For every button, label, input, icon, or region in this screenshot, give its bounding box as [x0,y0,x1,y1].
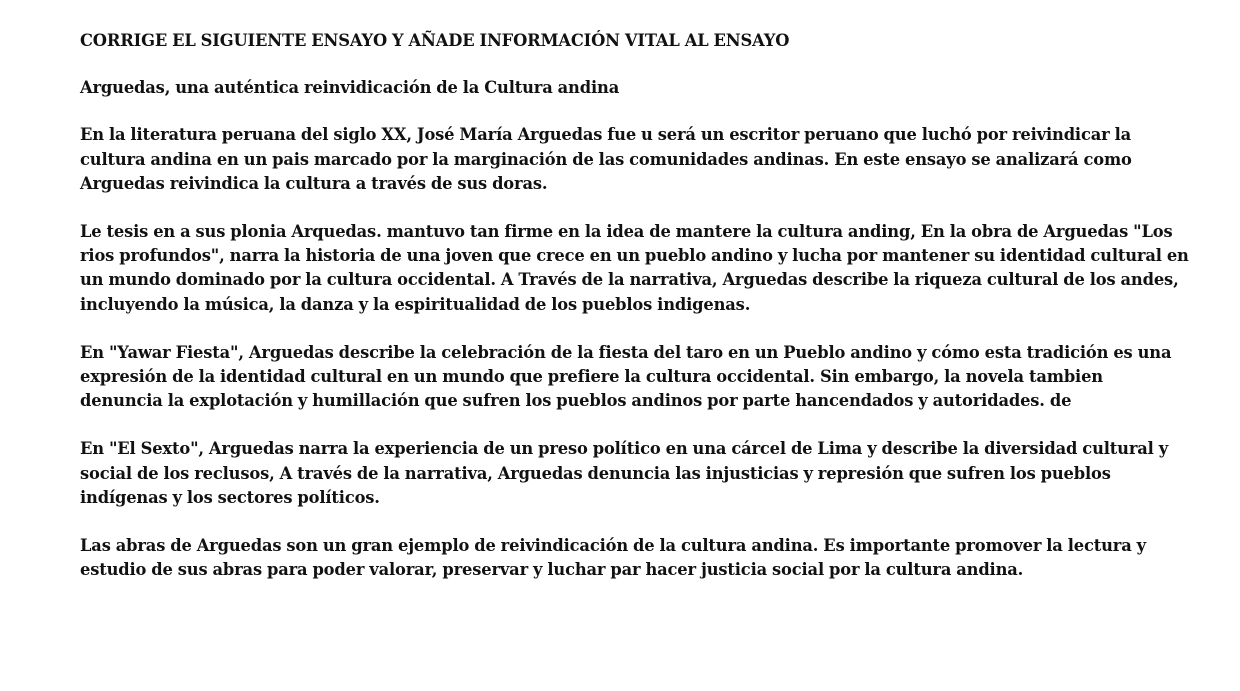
paragraph-yawar-fiesta: En "Yawar Fiesta", Arguedas describe la celebración de la fiesta del taro en un Pueblo andino y cómo esta tradición es una expresión de la identidad cultural en un mundo que prefiere la cultura occidental. Sin embargo, la novela tambien denuncia la explotación y humillación que sufren los pueblos andinos por parte hancendados y autoridades. de [80,342,1172,411]
paragraph-intro: En la literatura peruana del siglo XX, José María Arguedas fue u será un escritor peruano que luchó por reivindicar la cultura andina en un pais marcado por la marginación de las comunidades andinas. En este ensayo se analizará como Arguedas reivindica la cultura a través de sus doras. [80,125,1132,193]
instruction-heading: CORRIGE EL SIGUIENTE ENSAYO Y AÑADE INFORMACIÓN VITAL AL ENSAYO [80,31,790,50]
paragraph-los-rios-profundos: Le tesis en a sus plonia Arquedas. mantuvo tan firme en la idea de mantere la cultura anding, En la obra de Arguedas "Los rios profundos", narra la historia de una joven que crece en un pueblo andino y lucha por mantener su identidad cultural en un mundo dominado por la cultura occidental. A Través de la narrativa, Arguedas describe la riqueza cultural de los andes, incluyendo la música, la danza y la espiritualidad de los pueblos indigenas. [80,222,1189,314]
paragraph-conclusion: Las abras de Arguedas son un gran ejemplo de reivindicación de la cultura andina. Es importante promover la lectura y estudio de sus abras para poder valorar, preservar y luchar par hacer justicia social por la cultura andina. [80,536,1146,580]
paragraph-el-sexto: En "El Sexto", Arguedas narra la experiencia de un preso político en una cárcel de Lima y describe la diversidad cultural y social de los reclusos, A través de la narrativa, Arguedas denuncia las injusticias y represión que sufren los pueblos indígenas y los sectores políticos. [80,439,1169,507]
essay-title: Arguedas, una auténtica reinvidicación de la Cultura andina [80,78,620,98]
document-page [80,29,1190,606]
